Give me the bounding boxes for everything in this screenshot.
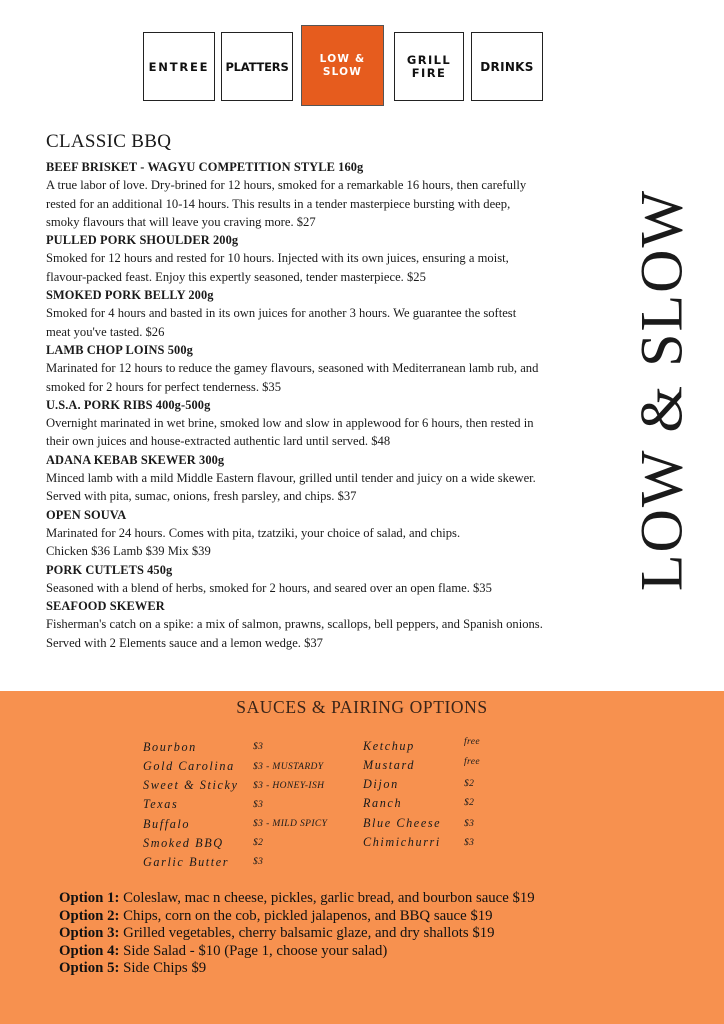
sauces-title: SAUCES & PAIRING OPTIONS <box>236 697 488 717</box>
sauces-panel <box>0 691 724 1024</box>
menu-item-description: Fisherman's catch on a spike: a mix of salmon, prawns, scallops, bell peppers, and Spanish onions. Served with 2 Elements sauce and a lemon wedge. $37 <box>46 617 543 650</box>
menu-item <box>46 158 626 231</box>
section-title: CLASSIC BBQ <box>46 131 172 152</box>
menu-item <box>46 341 626 396</box>
option-line <box>59 890 535 908</box>
menu-item-name: LAMB CHOP LOINS 500g <box>46 342 193 357</box>
option-label: Option 1: <box>59 890 120 906</box>
sauce-name: Smoked BBQ <box>143 836 224 850</box>
sauce-price: $3 <box>464 819 475 829</box>
menu-item-name: SMOKED PORK BELLY 200g <box>46 288 214 303</box>
sauce-name: Buffalo <box>143 817 191 831</box>
sauce-price: $2 <box>464 779 475 789</box>
sauce-name: Blue Cheese <box>363 816 442 830</box>
menu-item-name: BEEF BRISKET - WAGYU COMPETITION STYLE 160g <box>46 160 364 174</box>
menu-item <box>46 286 626 341</box>
tab-low-slow[interactable]: LOW & SLOW <box>301 25 384 106</box>
option-label: Option 4: <box>59 942 120 959</box>
sauce-price: $3 - MUSTARDY <box>253 762 324 772</box>
tab-grill-fire[interactable]: GRILL FIRE <box>394 32 464 101</box>
menu-item-name: ADANA KEBAB SKEWER 300g <box>46 452 225 467</box>
sauce-name: Texas <box>143 797 179 811</box>
option-label: Option 5: <box>59 960 120 977</box>
option-line <box>59 960 535 978</box>
menu-item <box>46 231 626 286</box>
menu-item <box>46 396 626 451</box>
option-label: Option 2: <box>59 907 120 924</box>
sauce-price: $3 - MILD SPICY <box>253 819 328 829</box>
sauce-name: Dijon <box>363 777 399 791</box>
menu-item <box>46 451 626 506</box>
menu-item <box>46 597 626 652</box>
menu-item-name: U.S.A. PORK RIBS 400g-500g <box>46 397 211 412</box>
option-text: Chips, corn on the cob, pickled jalapenos, and BBQ sauce $19 <box>119 907 493 924</box>
tab-drinks[interactable]: DRINKS <box>471 32 543 101</box>
menu-item-description: Marinated for 24 hours. Comes with pita, tzatziki, your choice of salad, and chips. Chicken $36 Lamb $39 Mix $39 <box>46 525 461 559</box>
option-line <box>59 925 535 943</box>
sauce-price: $2 <box>464 798 475 808</box>
sauce-name: Mustard <box>363 758 416 772</box>
option-line <box>59 943 535 961</box>
tab-platters[interactable]: PLATTERS <box>221 32 293 101</box>
menu-item <box>46 561 626 598</box>
sauce-name: Chimichurri <box>363 835 441 849</box>
sauce-price: free <box>464 737 481 747</box>
option-text: Coleslaw, mac n cheese, pickles, garlic bread, and bourbon sauce $19 <box>119 890 535 906</box>
menu-item-description: Smoked for 4 hours and basted in its own juices for another 3 hours. We guarantee the softest meat you've tasted. $26 <box>46 306 517 339</box>
sauce-name: Garlic Butter <box>143 855 230 869</box>
option-label: Option 3: <box>59 925 120 942</box>
sauce-name: Sweet & Sticky <box>143 778 239 792</box>
menu-item-name: PORK CUTLETS 450g <box>46 562 173 577</box>
sauce-price: free <box>464 757 481 767</box>
menu-item-description: Seasoned with a blend of herbs, smoked for 2 hours, and seared over an open flame. $35 <box>46 580 492 595</box>
pairing-options <box>59 890 535 978</box>
sauce-price: $3 <box>253 857 264 867</box>
sauce-name: Gold Carolina <box>143 759 235 773</box>
menu-item-description: A true labor of love. Dry-brined for 12 hours, smoked for a remarkable 16 hours, then carefully rested for an additional 10-14 hours. This results in a tender masterpiece bursting with deep, smoky flavours that will leave you craving more. $27 <box>46 178 527 229</box>
menu-item-description: Minced lamb with a mild Middle Eastern flavour, grilled until tender and juicy on a wide skewer. Served with pita, sumac, onions, fresh parsley, and chips. $37 <box>46 471 536 504</box>
menu-item-description: Smoked for 12 hours and rested for 10 hours. Injected with its own juices, ensuring a moist, flavour-packed feast. Enjoy this expertly seasoned, tender masterpiece. $25 <box>46 251 509 284</box>
option-text: Grilled vegetables, cherry balsamic glaze, and dry shallots $19 <box>119 925 495 942</box>
menu-item <box>46 506 626 561</box>
menu-item-description: Marinated for 12 hours to reduce the gamey flavours, seasoned with Mediterranean lamb rub, and smoked for 2 hours for perfect tenderness. $35 <box>46 361 539 394</box>
menu-list <box>46 158 626 652</box>
sauce-name: Bourbon <box>143 740 197 754</box>
sauce-name: Ranch <box>363 796 403 810</box>
sauce-price: $2 <box>253 838 264 848</box>
option-line <box>59 908 535 926</box>
menu-item-description: Overnight marinated in wet brine, smoked low and slow in applewood for 6 hours, then rested in their own juices and house-extracted authentic lard until served. $48 <box>46 416 534 449</box>
option-text: Side Chips $9 <box>119 960 207 977</box>
option-text: Side Salad - $10 (Page 1, choose your salad) <box>119 942 388 959</box>
menu-item-name: SEAFOOD SKEWER <box>46 599 165 614</box>
menu-item-name: OPEN SOUVA <box>46 507 127 522</box>
menu-item-name: PULLED PORK SHOULDER 200g <box>46 233 239 248</box>
sauce-price: $3 - HONEY-ISH <box>253 781 325 791</box>
sauce-price: $3 <box>464 838 475 848</box>
side-title: LOW & SLOW <box>628 188 695 592</box>
sauce-price: $3 <box>253 800 264 810</box>
sauce-price: $3 <box>253 742 264 752</box>
sauce-name: Ketchup <box>363 739 415 753</box>
tab-entree[interactable]: ENTREE <box>143 32 215 101</box>
